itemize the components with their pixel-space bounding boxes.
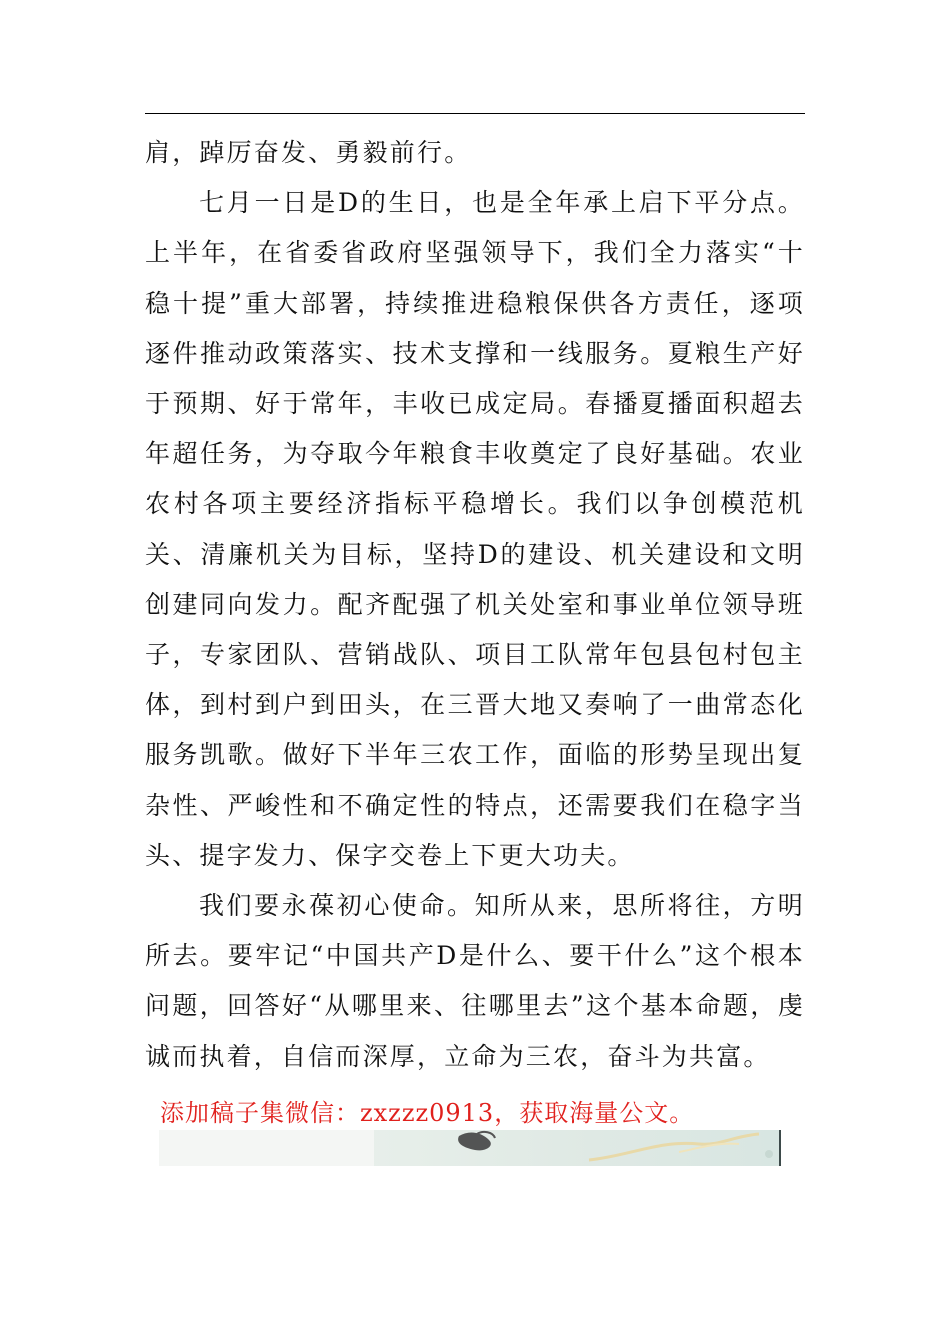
banner-image — [159, 1130, 781, 1166]
banner-landscape-icon — [159, 1130, 779, 1166]
paragraph-2: 七月一日是D的生日，也是全年承上启下平分点。上半年，在省委省政府坚强领导下，我们全力落实“十稳十提”重大部署，持续推进稳粮保供各方责任，逐项逐件推动政策落实、技术支撑和一线服务。夏粮生产好于预期、好于常年，丰收已成定局。春播夏播面积超去年超任务，为夺取今年粮食丰收奠定了良好基础。农业农村各项主要经济指标平稳增长。我们以争创模范机关、清廉机关为目标，坚持D的建设、机关建设和文明创建同向发力。配齐配强了机关处室和事业单位领导班子，专家团队、营销战队、项目工队常年包县包村包主体，到村到户到田头，在三晋大地又奏响了一曲常态化服务凯歌。做好下半年三农工作，面临的形势呈现出复杂性、严峻性和不确定性的特点，还需要我们在稳字当头、提字发力、保字交卷上下更大功夫。 — [145, 188, 805, 870]
paragraph-3: 我们要永葆初心使命。知所从来，思所将往，方明所去。要牢记“中国共产D是什么、要干什么”这个根本问题，回答好“从哪里来、往哪里去”这个基本命题，虔诚而执着，自信而深厚，立命为三农，奋斗为共富。 — [145, 891, 805, 1071]
header-rule — [145, 113, 805, 114]
paragraph-1: 肩，踔厉奋发、勇毅前行。 — [145, 138, 472, 167]
document-body — [145, 128, 805, 1082]
promo-text: 添加稿子集微信：zxzzz0913，获取海量公文。 — [160, 1099, 695, 1127]
